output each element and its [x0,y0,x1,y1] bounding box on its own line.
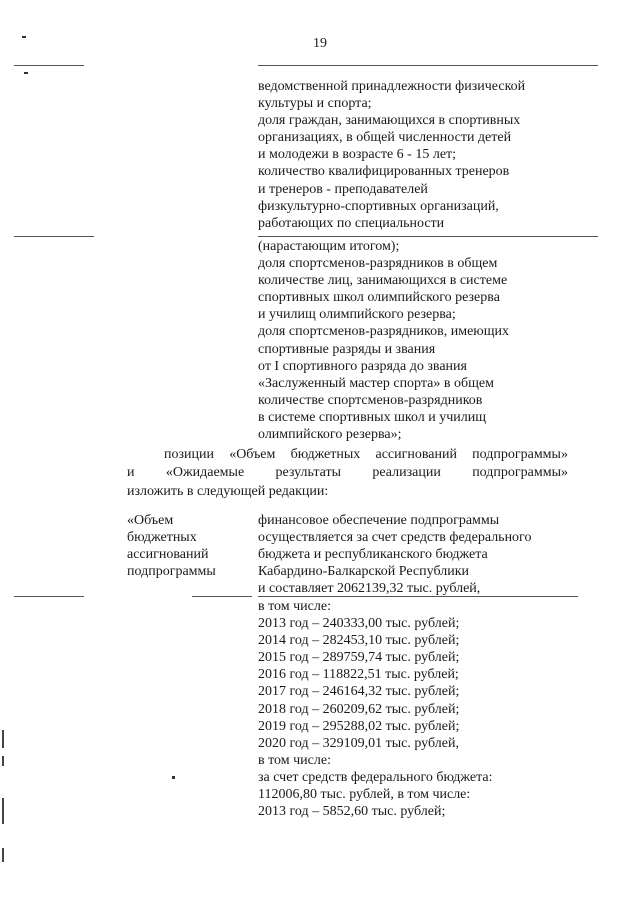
text-line: Кабардино-Балкарской Республики [258,564,469,580]
text-line: 2015 год – 289759,74 тыс. рублей; [258,650,460,666]
separator-line [14,596,84,597]
text-line: (нарастающим итогом); [258,239,400,254]
text-block-4 [258,598,492,820]
scan-mark [172,776,175,779]
paragraph-line: и «Ожидаемые результаты реализации подпрограммы» [127,465,568,480]
scan-edge-mark [2,848,4,862]
text-line: за счет средств федерального бюджета: [258,769,493,785]
text-line: 2014 год – 282453,10 тыс. рублей; [258,633,460,649]
scan-mark [22,36,26,38]
scan-edge-mark [2,730,4,748]
text-line: бюджета и республиканского бюджета [258,547,488,563]
left-label [127,512,216,580]
text-line: 2020 год – 329109,01 тыс. рублей, [258,735,459,751]
text-line: физкультурно-спортивных организаций, [258,198,499,214]
text-block-2 [258,238,509,443]
text-line: доля спортсменов-разрядников, имеющих [258,324,510,340]
scan-mark [24,72,28,74]
text-line: 2017 год – 246164,32 тыс. рублей; [258,684,460,700]
text-line: осуществляется за счет средств федерального [258,530,532,546]
text-line: «Заслуженный мастер спорта» в общем [258,375,494,391]
text-line: культуры и спорта; [258,96,372,112]
text-line: и молодежи в возрасте 6 - 15 лет; [258,147,457,163]
text-line: ведомственной принадлежности физической [258,79,526,94]
scan-edge-mark [2,756,4,766]
label-line: «Объем [127,513,174,528]
text-line: и составляет 2062139,32 тыс. рублей, [258,581,481,597]
text-line: в том числе: [258,599,331,614]
text-line: количестве спортсменов-разрядников [258,392,483,408]
text-line: количестве лиц, занимающихся в системе [258,273,508,289]
text-line: 2016 год – 118822,51 тыс. рублей; [258,667,459,683]
text-block-3 [258,512,531,597]
separator-line [14,65,84,66]
text-line: 2013 год – 5852,60 тыс. рублей; [258,804,446,820]
text-line: спортивных школ олимпийского резерва [258,290,500,306]
separator-line [258,236,598,237]
label-line: бюджетных [127,530,197,546]
text-line: организациях, в общей численности детей [258,130,512,146]
separator-line [258,65,598,66]
text-line: олимпийского резерва»; [258,427,402,443]
separator-line [192,596,252,597]
paragraph-line: изложить в следующей редакции: [127,484,329,499]
paragraph-line: позиции «Объем бюджетных ассигнований подпрограммы» [164,447,568,462]
text-block-1 [258,78,525,232]
text-line: и тренеров - преподавателей [258,181,428,197]
label-line: ассигнований [127,547,209,563]
page-number: 19 [313,36,327,51]
text-line: в системе спортивных школ и училищ [258,409,487,425]
text-line: и училищ олимпийского резерва; [258,307,456,323]
text-line: от I спортивного разряда до звания [258,358,467,374]
text-line: доля граждан, занимающихся в спортивных [258,113,521,129]
label-line: подпрограммы [127,564,216,580]
text-line: спортивные разряды и звания [258,341,436,357]
text-line: 2019 год – 295288,02 тыс. рублей; [258,718,460,734]
text-line: 112006,80 тыс. рублей, в том числе: [258,787,471,803]
text-line: количество квалифицированных тренеров [258,164,510,180]
text-line: 2013 год – 240333,00 тыс. рублей; [258,616,460,632]
scan-edge-mark [2,798,4,824]
text-line: финансовое обеспечение подпрограммы [258,513,500,528]
separator-line [14,236,94,237]
text-line: 2018 год – 260209,62 тыс. рублей; [258,701,460,717]
text-line: в том числе: [258,752,331,768]
text-line: доля спортсменов-разрядников в общем [258,256,498,272]
text-line: работающих по специальности [258,215,445,231]
